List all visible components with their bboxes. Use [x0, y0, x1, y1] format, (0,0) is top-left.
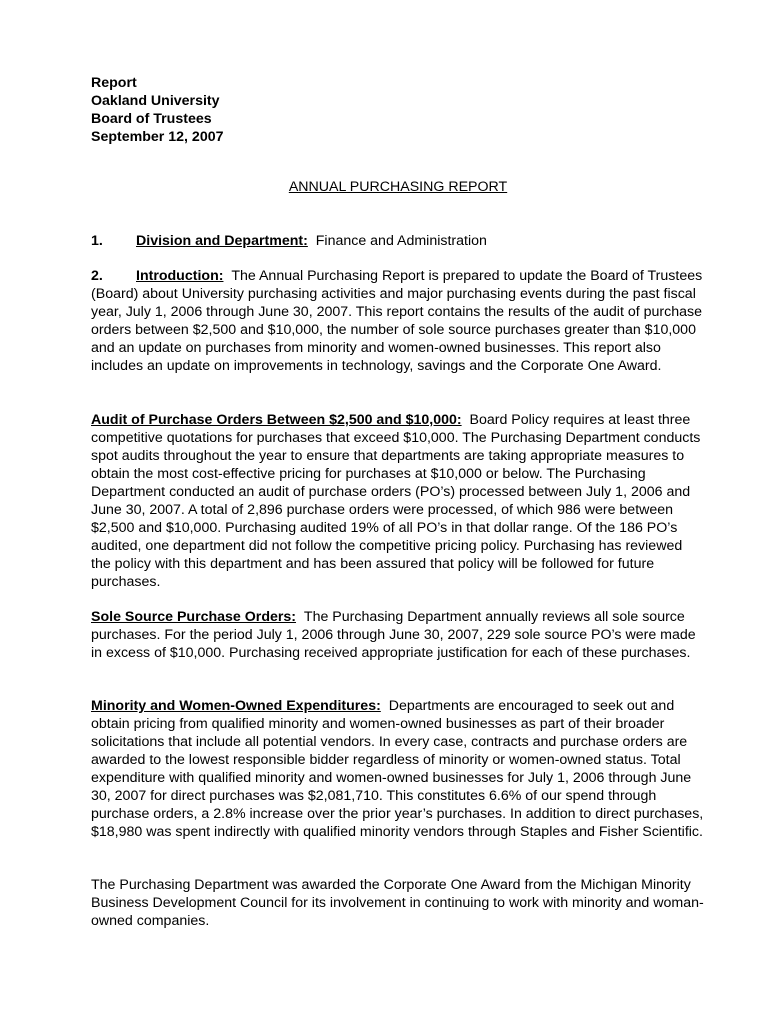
- section-text: Departments are encouraged to seek out and obtain pricing from qualified minority and women-owned businesses as part of their broader solicitations that include all potential vendors. In every case, contracts and purchase orders are awarded to the lowest responsible bidder regardless of minority or women-owned status. Total expenditure with qualified minority and women-owned businesses for July 1, 2006 through June 30, 2007 for direct purchases was $2,081,710. This constitutes 6.6% of our spend through purchase orders, a 2.8% increase over the prior year’s purchases. In addition to direct purchases, $18,980 was spent indirectly with qualified minority vendors through Staples and Fisher Scientific.: [91, 698, 704, 840]
- report-header: [91, 74, 224, 146]
- report-title: ANNUAL PURCHASING REPORT: [288, 179, 508, 195]
- section-audit: [91, 411, 705, 591]
- header-date: September 12, 2007: [91, 129, 224, 145]
- section-label: Audit of Purchase Orders Between $2,500 and $10,000:: [91, 412, 462, 428]
- section-number: 2.: [91, 268, 103, 284]
- section-label: Division and Department:: [136, 233, 308, 249]
- section-text: The Purchasing Department annually reviews all sole source purchases. For the period July 1, 2006 through June 30, 2007, 229 sole source PO’s were made in excess of $10,000. Purchasing received appropriate justification for each of these purchases.: [91, 609, 696, 661]
- section-text: Board Policy requires at least three competitive quotations for purchases that exceed $10,000. The Purchasing Department conducts spot audits throughout the year to ensure that departments are taking appropriate measures to obtain the most cost-effective pricing for purchases at $10,000 or below. The Purchasing Department conducted an audit of purchase orders (PO’s) processed between July 1, 2006 and June 30, 2007. A total of 2,896 purchase orders were processed, of which 986 were between $2,500 and $10,000. Purchasing audited 19% of all PO’s in that dollar range. Of the 186 PO’s audited, one department did not follow the competitive pricing policy. Purchasing has reviewed the policy with this department and has been assured that policy will be followed for future purchases.: [91, 412, 701, 590]
- section-label: Sole Source Purchase Orders:: [91, 609, 297, 625]
- header-university: Oakland University: [91, 93, 220, 109]
- section-text: The Purchasing Department was awarded the Corporate One Award from the Michigan Minority Business Development Council for its involvement in continuing to work with minority and woman-owned companies.: [91, 877, 704, 929]
- section-award: [91, 876, 705, 930]
- header-report: Report: [91, 75, 137, 91]
- section-text: Finance and Administration: [315, 233, 487, 249]
- section-introduction: [91, 267, 705, 375]
- section-number: 1.: [91, 233, 103, 249]
- header-board: Board of Trustees: [91, 111, 212, 127]
- section-division: [91, 232, 705, 250]
- section-label: Minority and Women-Owned Expenditures:: [91, 698, 381, 714]
- section-label: Introduction:: [136, 268, 224, 284]
- section-minority: [91, 697, 705, 841]
- section-sole-source: [91, 608, 705, 662]
- section-text: The Annual Purchasing Report is prepared to update the Board of Trustees (Board) about University purchasing activities and major purchasing events during the past fiscal year, July 1, 2006 through June 30, 2007. This report contains the results of the audit of purchase orders between $2,500 and $10,000, the number of sole source purchases greater than $10,000 and an update on purchases from minority and women-owned businesses. This report also includes an update on improvements in technology, savings and the Corporate One Award.: [91, 268, 703, 374]
